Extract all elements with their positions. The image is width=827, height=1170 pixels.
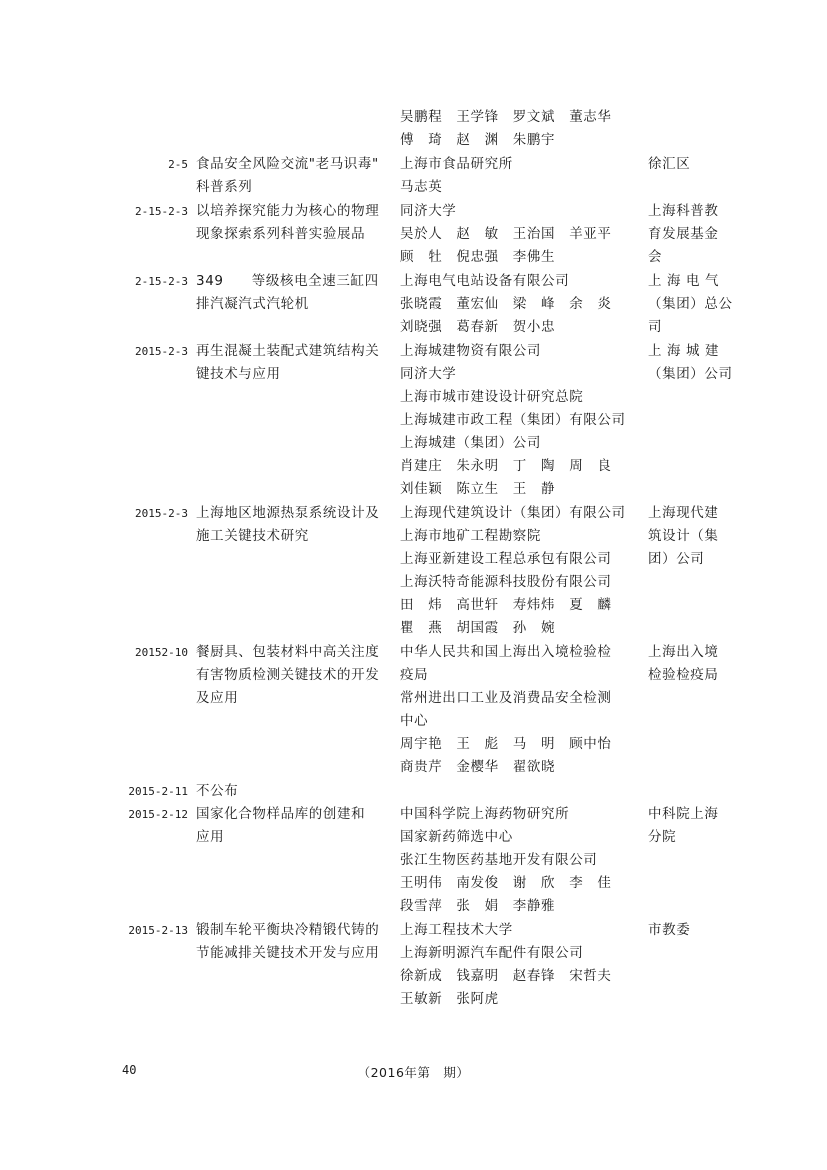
project-id: 2015-2-11	[128, 785, 188, 798]
recommender-line: 会	[648, 249, 663, 265]
project-id: 2015-2-13	[128, 924, 188, 937]
recommender-line: （集团）公司	[648, 366, 733, 382]
project-title-line: 科普系列	[196, 179, 253, 195]
unit-line: 瞿 燕 胡国霞 孙 婉	[400, 620, 556, 636]
recommender-line: 检验检疫局	[648, 667, 719, 683]
unit-line: 肖建庄 朱永明 丁 陶 周 良	[400, 458, 612, 474]
project-title-line: 餐厨具、包装材料中高关注度	[196, 644, 380, 660]
project-title-line: 349 等级核电全速三缸四	[196, 273, 379, 289]
project-title-line: 节能减排关键技术开发与应用	[196, 945, 380, 961]
project-title-line: 食品安全风险交流"老马识毒"	[196, 156, 379, 172]
project-id: 2-15-2-3	[135, 275, 188, 288]
unit-line: 上海市城市建设设计研究总院	[400, 389, 584, 405]
unit-line: 刘佳颖 陈立生 王 静	[400, 481, 556, 497]
unit-line: 王敏新 张阿虎	[400, 991, 499, 1007]
unit-line: 上海现代建筑设计（集团）有限公司	[400, 505, 626, 521]
unit-line: 上海沃特奇能源科技股份有限公司	[400, 574, 612, 590]
unit-line: 张晓霞 董宏仙 梁 峰 余 炎	[400, 296, 612, 312]
project-title-line: 键技术与应用	[196, 366, 281, 382]
recommender-line: 上海科普教	[648, 203, 719, 219]
unit-line: 常州进出口工业及消费品安全检测	[400, 690, 612, 706]
unit-line: 上海工程技术大学	[400, 922, 513, 938]
project-id: 20152-10	[135, 646, 188, 659]
recommender-line: 上 海 城 建	[648, 343, 720, 359]
recommender-line: （集团）总公	[648, 296, 733, 312]
unit-line: 上海亚新建设工程总承包有限公司	[400, 551, 612, 567]
recommender-line: 上海现代建	[648, 505, 719, 521]
project-title-line: 再生混凝土装配式建筑结构关	[196, 343, 380, 359]
unit-line: 疫局	[400, 667, 429, 683]
unit-line: 田 炜 高世轩 寿炜炜 夏 麟	[400, 597, 612, 613]
recommender-line: 上海出入境	[648, 644, 719, 660]
project-title-line: 不公布	[196, 783, 239, 799]
issue-label: （2016年第 期）	[357, 1065, 470, 1080]
project-id: 2-15-2-3	[135, 205, 188, 218]
unit-line: 同济大学	[400, 203, 457, 219]
unit-line: 顾 牡 倪忠强 李佛生	[400, 249, 556, 265]
recommender-line: 筑设计（集	[648, 528, 719, 544]
project-title-line: 现象探索系列科普实验展品	[196, 226, 366, 242]
unit-line: 徐新成 钱嘉明 赵春锋 宋哲夫	[400, 968, 612, 984]
unit-line: 吴鹏程 王学锋 罗文斌 董志华	[400, 109, 612, 125]
unit-line: 同济大学	[400, 366, 457, 382]
unit-line: 上海城建（集团）公司	[400, 435, 541, 451]
unit-line: 上海市食品研究所	[400, 156, 513, 172]
unit-line: 马志英	[400, 179, 443, 195]
unit-line: 傅 琦 赵 渊 朱鹏宇	[400, 132, 556, 148]
unit-line: 段雪萍 张 娟 李静雅	[400, 898, 556, 914]
recommender-line: 市教委	[648, 922, 691, 938]
project-id: 2015-2-3	[135, 507, 188, 520]
unit-line: 刘晓强 葛春新 贺小忠	[400, 319, 556, 335]
project-title-line: 应用	[196, 829, 225, 845]
recommender-line: 徐汇区	[648, 156, 691, 172]
unit-line: 周宇艳 王 彪 马 明 顾中怡	[400, 736, 612, 752]
unit-line: 张江生物医药基地开发有限公司	[400, 852, 598, 868]
unit-line: 上海城建物资有限公司	[400, 343, 541, 359]
project-id: 2015-2-3	[135, 345, 188, 358]
project-title-line: 及应用	[196, 690, 239, 706]
unit-line: 国家新药筛选中心	[400, 829, 513, 845]
unit-line: 王明伟 南发俊 谢 欣 李 佳	[400, 875, 612, 891]
project-title-line: 上海地区地源热泵系统设计及	[196, 505, 380, 521]
unit-line: 中华人民共和国上海出入境检验检	[400, 644, 612, 660]
unit-line: 中心	[400, 713, 429, 729]
recommender-line: 分院	[648, 829, 677, 845]
project-title-line: 有害物质检测关键技术的开发	[196, 667, 380, 683]
project-title-line: 国家化合物样品库的创建和	[196, 806, 366, 822]
unit-line: 中国科学院上海药物研究所	[400, 806, 570, 822]
project-id: 2-5	[168, 158, 188, 171]
unit-line: 商贵芹 金樱华 翟欲晓	[400, 759, 556, 775]
unit-line: 上海新明源汽车配件有限公司	[400, 945, 584, 961]
unit-line: 上海市地矿工程勘察院	[400, 528, 541, 544]
recommender-line: 育发展基金	[648, 226, 719, 242]
recommender-line: 团）公司	[648, 551, 705, 567]
recommender-line: 司	[648, 319, 663, 335]
unit-line: 上海电气电站设备有限公司	[400, 273, 570, 289]
project-id: 2015-2-12	[128, 808, 188, 821]
recommender-line: 中科院上海	[648, 806, 719, 822]
recommender-line: 上 海 电 气	[648, 273, 720, 289]
project-title-line: 锻制车轮平衡块冷精锻代铸的	[196, 922, 380, 938]
project-title-line: 施工关键技术研究	[196, 528, 309, 544]
unit-line: 上海城建市政工程（集团）有限公司	[400, 412, 626, 428]
page-number: 40	[122, 1063, 137, 1077]
unit-line: 吴於人 赵 敏 王治国 羊亚平	[400, 226, 612, 242]
project-title-line: 排汽凝汽式汽轮机	[196, 296, 309, 312]
project-title-line: 以培养探究能力为核心的物理	[196, 203, 380, 219]
